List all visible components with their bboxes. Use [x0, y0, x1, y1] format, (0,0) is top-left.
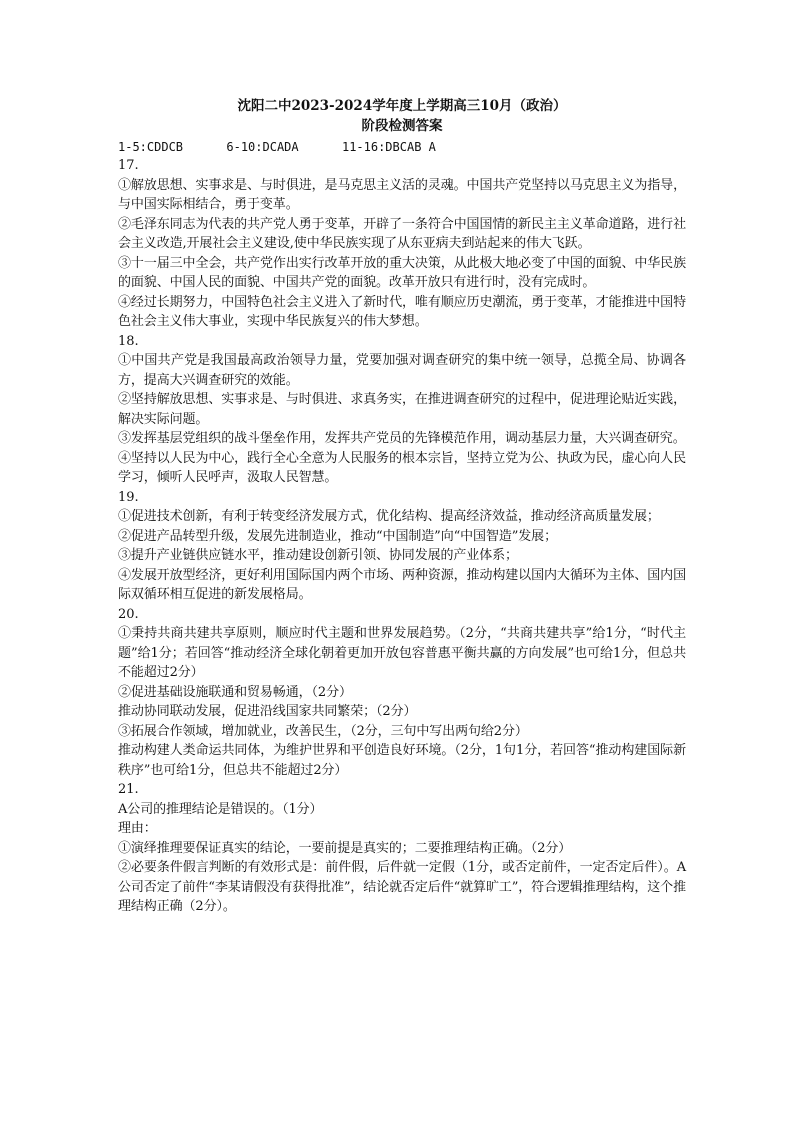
answer-point: ③提升产业链供应链水平，推动建设创新引领、协同发展的产业体系；: [118, 548, 518, 563]
answer-point: 理由：: [118, 821, 157, 836]
answer-point: ④坚持以人民为中心，践行全心全意为人民服务的根本宗旨，坚持立党为公、执政为民，虚心向人民学习，倾听人民呼声，汲取人民智慧。: [118, 450, 686, 485]
answer-sheet: [118, 96, 686, 917]
answer-point: ②坚持解放思想、实事求是、与时俱进、求真务实，在推进调查研究的过程中，促进理论贴近实践，解决实际问题。: [118, 392, 686, 427]
answer-point: A公司的推理结论是错误的。（1分）: [118, 801, 323, 817]
document-subtitle: 阶段检测答案: [361, 118, 443, 134]
answer-point: ②促进产品转型升级，发展先进制造业，推动“中国制造”向“中国智造”发展；: [118, 528, 557, 544]
answer-point: ③十一届三中全会，共产党作出实行改革开放的重大决策，从此极大地必变了中国的面貌、中华民族的面貌、中国人民的面貌、中国共产党的面貌。改革开放只有进行时，没有完成时。: [118, 255, 686, 290]
question-number: 20.: [118, 606, 139, 622]
answer-point: ④经过长期努力，中国特色社会主义进入了新时代，唯有顺应历史潮流，勇于变革，才能推进中国特色社会主义伟大事业，实现中华民族复兴的伟大梦想。: [118, 294, 686, 329]
answer-point: ③拓展合作领域，增加就业，改善民生，（2分，三句中写出两句给2分）: [118, 723, 528, 739]
answer-point: ①促进技术创新，有利于转变经济发展方式，优化结构、提高经济效益，推动经济高质量发展；: [118, 509, 660, 524]
question-21: [118, 780, 686, 917]
answer-point: ③发挥基层党组织的战斗堡垒作用，发挥共产党员的先锋模范作用，调动基层力量，大兴调查研究。: [118, 431, 686, 446]
answer-point: ②毛泽东同志为代表的共产党人勇于变革，开辟了一条符合中国国情的新民主主义革命道路，进行社会主义改造,开展社会主义建设,使中华民族实现了从东亚病夫到站起来的伟大飞跃。: [118, 216, 686, 251]
answer-point: 推动协同联动发展，促进沿线国家共同繁荣；（2分）: [118, 704, 417, 719]
question-17: [118, 156, 686, 332]
question-number: 17.: [118, 158, 139, 173]
answer-point: ①中国共产党是我国最高政治领导力量，党要加强对调查研究的集中统一领导，总揽全局、协调各方，提高大兴调查研究的效能。: [118, 353, 686, 388]
choice-answers: 1-5:CDDCB 6-10:DCADA 11-16:DBCAB A: [118, 140, 436, 154]
question-number: 18.: [118, 333, 139, 349]
question-number: 19.: [118, 489, 139, 505]
question-number: 21.: [118, 782, 139, 797]
answer-point: ①秉持共商共建共享原则，顺应时代主题和世界发展趋势。（2分，“共商共建共享”给1分，“时代主题”给1分；若回答“推动经济全球化朝着更加开放包容普惠平衡共赢的方向发展”也可给1分，但总共不能超过2分）: [118, 626, 686, 680]
answer-point: ④发展开放型经济，更好利用国际国内两个市场、两种资源，推动构建以国内大循环为主体、国内国际双循环相互促进的新发展格局。: [118, 567, 686, 602]
question-20: [118, 605, 686, 781]
document-title: 沈阳二中2023-2024学年度上学期高三10月（政治）: [237, 98, 567, 114]
question-18: [118, 332, 686, 488]
answer-point: ②必要条件假言判断的有效形式是：前件假，后件就一定假（1分，或否定前件，一定否定后件）。A公司否定了前件“李某请假没有获得批准”，结论就否定后件“就算旷工”，符合逻辑推理结构，这个推理结构正确（2分）。: [118, 860, 686, 914]
answer-point: ①演绎推理要保证真实的结论，一要前提是真实的；二要推理结构正确。（2分）: [118, 840, 572, 856]
answer-point: 推动构建人类命运共同体，为维护世界和平创造良好环境。（2分，1句1分，若回答“推动构建国际新秩序”也可给1分，但总共不能超过2分）: [118, 743, 686, 778]
question-19: [118, 488, 686, 605]
answer-point: ①解放思想、实事求是、与时俱进，是马克思主义活的灵魂。中国共产党坚持以马克思主义为指导，与中国实际相结合，勇于变革。: [118, 177, 686, 212]
answer-point: ②促进基础设施联通和贸易畅通，（2分）: [118, 684, 352, 700]
